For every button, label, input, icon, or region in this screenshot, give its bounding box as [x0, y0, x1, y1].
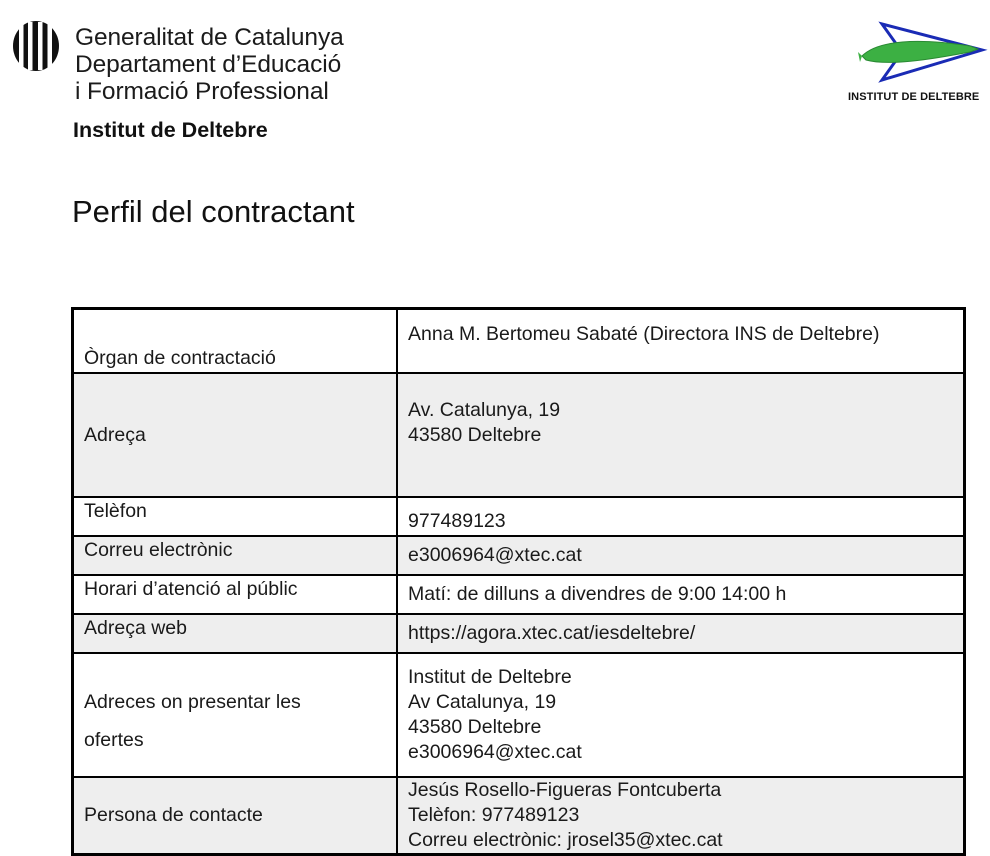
row-value: [397, 575, 965, 614]
value-line: Institut de Deltebre: [408, 666, 572, 688]
row-value: [397, 373, 965, 497]
gov-line: Departament d’Educació: [75, 51, 342, 78]
value-line: 43580 Deltebre: [408, 716, 542, 738]
row-label: Adreça web: [73, 614, 398, 653]
value-line: Av Catalunya, 19: [408, 691, 557, 713]
institut-logo-text: INSTITUT DE DELTEBRE: [848, 91, 980, 103]
government-department-name: [75, 24, 344, 105]
value-line: Av. Catalunya, 19: [408, 399, 561, 421]
label-line: ofertes: [84, 729, 144, 751]
table-row: [73, 614, 965, 653]
value-line: e3006964@xtec.cat: [408, 544, 582, 566]
value-line: Telèfon: 977489123: [408, 804, 580, 826]
row-value: [397, 614, 965, 653]
row-value: [397, 309, 965, 374]
value-line: 977489123: [408, 510, 506, 532]
row-label: Adreça: [73, 373, 398, 497]
value-line: Matí: de dilluns a divendres de 9:00 14:00 h: [408, 583, 787, 605]
generalitat-logo: [13, 21, 59, 71]
table-row: [73, 575, 965, 614]
row-value: [397, 536, 965, 575]
arrow-logo-icon: [858, 20, 990, 86]
table-row: [73, 309, 965, 374]
table-row: [73, 536, 965, 575]
row-value: [397, 497, 965, 536]
table-row: [73, 373, 965, 497]
gov-line: Generalitat de Catalunya: [75, 24, 344, 51]
contractor-info-table: [71, 307, 966, 856]
table-row: [73, 653, 965, 777]
gov-line: i Formació Professional: [75, 78, 329, 105]
row-label: Correu electrònic: [73, 536, 398, 575]
table-row: [73, 777, 965, 855]
row-label: Telèfon: [73, 497, 398, 536]
institut-logo: [848, 20, 990, 108]
table-row: [73, 497, 965, 536]
value-line: Anna M. Bertomeu Sabaté (Directora INS de Deltebre): [408, 323, 880, 345]
school-name: Institut de Deltebre: [73, 118, 268, 142]
row-label: Horari d’atenció al públic: [73, 575, 398, 614]
row-value: [397, 777, 965, 855]
value-line: Jesús Rosello-Figueras Fontcuberta: [408, 779, 722, 801]
value-line: https://agora.xtec.cat/iesdeltebre/: [408, 622, 696, 644]
value-line: 43580 Deltebre: [408, 424, 542, 446]
row-label: [73, 653, 398, 777]
row-label: Òrgan de contractació: [73, 309, 398, 374]
value-line: Correu electrònic: jrosel35@xtec.cat: [408, 829, 723, 851]
label-line: Adreces on presentar les: [84, 691, 301, 713]
row-value: [397, 653, 965, 777]
row-label: Persona de contacte: [73, 777, 398, 855]
value-line: e3006964@xtec.cat: [408, 741, 582, 763]
page-title: Perfil del contractant: [72, 194, 355, 229]
